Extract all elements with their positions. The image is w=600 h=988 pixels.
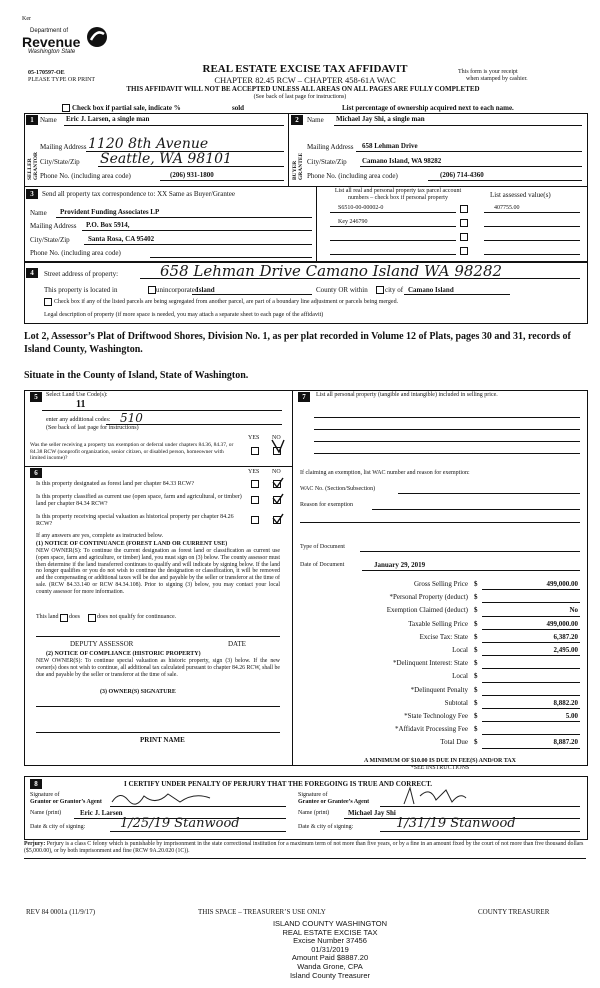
street-address[interactable]: 658 Lehman Drive Camano Island WA 98282 (160, 262, 503, 280)
does-checkbox[interactable] (60, 614, 68, 622)
print-name-line (36, 732, 280, 733)
notice1-body: NEW OWNER(S): To continue the current designation as forest land or classification as current use (open space, farm and agriculture, or timber) land, you must sign on (3) below. The county assessor must then determine if the land transferred continues to qualify and will indicate by signing below. If the land no longer qualifies or you do not wish to continue the designation or classification, it will be removed and the compensating or additional taxes will be due and payable by the seller or transferor at the time of sale. (RCW 84.33.140 or RCW 84.34.108). Prior to signing (3) below, you may contact your local county assessor for more information. (36, 548, 280, 595)
unincorporated-checkbox[interactable] (148, 286, 156, 294)
sec2-number: 2 (291, 115, 303, 125)
sec6-q1-yes[interactable] (251, 480, 259, 488)
type-doc-line (360, 551, 580, 552)
land-use-label: Select Land Use Code(s): (46, 392, 108, 398)
fee-line (482, 708, 580, 709)
owner-sig-line (36, 706, 280, 707)
lower-divider (292, 390, 293, 765)
sec6-any-yes: If any answers are yes, complete as instructed below. (36, 533, 164, 539)
parcel-4-checkbox[interactable] (460, 247, 468, 255)
sec5-no: NO (272, 435, 281, 441)
sec6-number: 6 (30, 468, 42, 478)
reason-line-2 (300, 522, 580, 523)
buyer-addr[interactable]: 658 Lehman Drive (362, 142, 418, 150)
stamp-line-6: Wanda Grone, CPA (297, 961, 363, 971)
buyer-name-line (334, 125, 582, 126)
grantor-signature-icon (110, 788, 220, 808)
notice1-title: (1) NOTICE OF CONTINUANCE (FOREST LAND OR CURRENT USE) (36, 541, 228, 547)
sec7-label: List all personal property (tangible and intangible) included in selling price. (316, 392, 498, 398)
assessed-line-4 (484, 254, 580, 255)
sec5-see-back: (See back of last page for instructions) (46, 425, 139, 431)
fee-label: Excise Tax: State (419, 632, 468, 641)
type-doc-label: Type of Document (300, 544, 345, 550)
sec5-yes: YES (248, 435, 260, 441)
fee-value[interactable]: 2,495.00 (553, 646, 578, 654)
seller-phone[interactable]: (206) 931-1800 (170, 171, 214, 179)
wac-label: WAC No. (Section/Subsection) (300, 486, 376, 492)
fee-dollar: $ (474, 619, 478, 628)
city-of-label: city of (385, 286, 404, 294)
pp-line-3 (314, 441, 580, 442)
grantee-name[interactable]: Michael Jay Shi (348, 809, 396, 817)
sec3-city-line (84, 244, 312, 245)
located-county[interactable]: Island (196, 286, 215, 294)
grantee-date-label: Date & city of signing: (298, 824, 354, 830)
corner-mark: Ker (22, 16, 31, 22)
fee-row (296, 578, 584, 591)
parcel-line-2 (330, 226, 456, 227)
buyer-addr-line (356, 151, 582, 152)
wac-line (398, 493, 580, 494)
sec5-no-check-mark-icon (270, 438, 286, 456)
fee-row (296, 604, 584, 617)
additional-codes-label: enter any additional codes: (46, 417, 111, 423)
fee-line (482, 642, 580, 643)
fee-label: Exemption Claimed (deduct) (386, 606, 468, 615)
assessed-heading: List assessed value(s) (490, 191, 551, 199)
dor-logo-icon (86, 26, 108, 48)
grantor-name-label: Name (print) (30, 810, 62, 816)
fee-row (296, 710, 584, 723)
stamp-line-5: Amount Paid $8887.20 (291, 953, 369, 963)
fee-dollar: $ (474, 659, 478, 668)
grantor-date-label: Date & city of signing: (30, 824, 86, 830)
receipt-note-2: when stamped by cashier. (466, 76, 528, 82)
sec3-city-label: City/State/Zip (30, 236, 70, 244)
stamp-line-3: Excise Number 37456 (293, 936, 367, 946)
buyer-phone[interactable]: (206) 714-4360 (440, 171, 484, 179)
fee-dollar: $ (474, 672, 478, 681)
sec3-heading: Send all property tax correspondence to: XX Same as Buyer/Grantee (42, 190, 236, 198)
sec6-q2-check-icon (272, 493, 284, 505)
additional-codes[interactable]: 510 (120, 411, 143, 425)
perjury-text: Perjury is a class C felony which is punishable by imprisonment in the state correctional institution for a maximum term of not more than five years, or by a fine in an amount fixed by the court of not more than five thousand dollars ($5,000.00), or by both imprisonment and fine (RCW 9A.20.020 (1C)). (24, 841, 584, 854)
seller-vlabel: SELLER GRANTOR (27, 151, 39, 180)
date-doc-label: Date of Document (300, 562, 345, 568)
parcel-3-checkbox[interactable] (460, 233, 468, 241)
grantee-sig-label-1: Signature of (298, 792, 328, 798)
sec6-q2: Is this property classified as current use (open space, farm and agricultural, or timber) land per chapter 84.34 RCW? (36, 494, 242, 507)
parties-divider (288, 113, 289, 186)
county-treasurer: COUNTY TREASURER (478, 908, 550, 916)
seller-phone-line (160, 180, 284, 181)
assessed-line-2 (484, 226, 580, 227)
fee-row (296, 631, 584, 644)
buyer-name-label: Name (307, 116, 324, 124)
fee-label: Gross Selling Price (413, 580, 468, 588)
fee-line (482, 616, 580, 617)
fee-row (296, 618, 584, 631)
form-warning: THIS AFFIDAVIT WILL NOT BE ACCEPTED UNLESS ALL AREAS ON ALL PAGES ARE FULLY COMPLETED (126, 85, 480, 93)
fee-dollar: $ (474, 712, 478, 720)
sec3-addr-line (82, 230, 312, 231)
receipt-note-1: This form is your receipt (458, 69, 518, 75)
legal-label: Legal description of property (if more space is needed, you may attach a separate sheet to each page of the affidavit) (44, 312, 324, 318)
fee-row (296, 591, 584, 604)
see-back-top: (See back of last page for instructions) (253, 94, 347, 100)
parcel-line-4 (330, 254, 456, 255)
deputy-label: DEPUTY ASSESSOR (70, 640, 134, 648)
city-value[interactable]: Camano Island (408, 286, 454, 294)
fee-line (482, 721, 580, 722)
sec3-phone-label: Phone No. (including area code) (30, 249, 121, 257)
sec6-q3: Is this property receiving special valuation as historical property per chapter 84.26 RCW? (36, 514, 234, 527)
treasurer-stamp (240, 920, 420, 980)
parcel-1-checkbox[interactable] (460, 205, 468, 213)
rev-number: REV 84 0001a (11/9/17) (26, 908, 96, 916)
perjury-rule (24, 858, 586, 859)
form-id: 05-170597-OE (28, 70, 65, 76)
fee-label: Local (452, 672, 468, 681)
assessed-line-3 (484, 240, 580, 241)
perjury-block (24, 841, 584, 855)
sec6-no: NO (272, 469, 281, 475)
notice2-body: NEW OWNER(S): To continue special valuation as historic property, sign (3) below. If the new owner(s) does not wish to continue, all additional tax calculated pursuant to chapter 84.26 RCW, shall be due and payable by the seller or transferor at the time of sale. (36, 658, 280, 678)
fee-line (482, 734, 580, 735)
sec5-yes-checkbox[interactable] (251, 447, 259, 455)
seller-city[interactable]: Seattle, WA 98101 (100, 151, 232, 167)
reason-line-1 (372, 509, 580, 510)
sec6-q1: Is this property designated as forest land per chapter 84.33 RCW? (36, 481, 195, 487)
grantee-name-label: Name (print) (298, 810, 330, 816)
buyer-city[interactable]: Camano Island, WA 98282 (362, 157, 442, 165)
located-pre: This property is located in (44, 286, 118, 294)
does-label: does (69, 614, 80, 620)
fee-dollar: $ (474, 685, 478, 694)
street-label: Street address of property: (44, 270, 119, 278)
stamp-line-1: ISLAND COUNTY WASHINGTON (272, 919, 388, 928)
deputy-line (36, 636, 280, 637)
grantor-date-line (110, 831, 286, 832)
sec6-q1-check-icon (272, 477, 284, 489)
fee-dollar: $ (474, 632, 478, 641)
county-line (192, 294, 312, 295)
form-chapter: CHAPTER 82.45 RCW – CHAPTER 458-61A WAC (214, 75, 396, 85)
fee-label: Subtotal (444, 698, 468, 707)
seller-name-label: Name (40, 116, 57, 124)
fee-line (482, 695, 580, 696)
buyer-city-line (360, 166, 582, 167)
form-title: REAL ESTATE EXCISE TAX AFFIDAVIT (202, 63, 408, 75)
sec3-name[interactable]: Provident Funding Associates LP (60, 208, 160, 216)
fee-value[interactable]: 499,000.00 (546, 619, 578, 628)
grantor-sig-label-2: Grantor or Grantor’s Agent (30, 799, 102, 805)
grantee-sig-line (380, 806, 580, 807)
seller-addr-label: Mailing Address (40, 143, 87, 151)
fee-line (482, 589, 580, 590)
fee-line (482, 668, 580, 669)
partial-sale-checkbox[interactable] (62, 104, 70, 112)
fee-row (296, 684, 584, 697)
fee-line (482, 629, 580, 630)
buyer-addr-label: Mailing Address (307, 143, 354, 151)
fee-row (296, 723, 584, 736)
fee-value[interactable]: No (569, 606, 578, 615)
sec3-phone-line (150, 257, 312, 258)
legal-description: Lot 2, Assessor’s Plat of Driftwood Shores, Division No. 1, as per plat recorded in Volume 12 of Plats, pages 30 and 31, records of Island County, Washington. (24, 331, 571, 355)
fee-row (296, 657, 584, 670)
date-doc-line (362, 570, 580, 571)
fee-label: Taxable Selling Price (408, 619, 468, 628)
fee-label: *State Technology Fee (404, 712, 468, 720)
fee-value[interactable]: 5.00 (565, 712, 578, 720)
see-instructions: *SEE INSTRUCTIONS (410, 765, 470, 771)
date-doc[interactable]: January 29, 2019 (374, 561, 426, 569)
city-line (404, 294, 510, 295)
exemption-label: If claiming an exemption, list WAC number and reason for exemption: (300, 470, 470, 476)
fee-label: *Affidavit Processing Fee (395, 725, 468, 734)
stamp-line-7: Island County Treasurer (289, 970, 371, 980)
sec7-number: 7 (298, 392, 310, 402)
does-not-checkbox[interactable] (88, 614, 96, 622)
fee-dollar: $ (474, 606, 478, 615)
fee-value[interactable]: 499,000.00 (546, 580, 578, 588)
parcel-1[interactable]: S6510-00-00002-0 (338, 205, 384, 211)
treasurer-only: THIS SPACE – TREASURER’S USE ONLY (198, 908, 326, 916)
pp-line-4 (314, 453, 580, 454)
grantor-date[interactable]: 1/25/19 Stanwood (120, 816, 240, 831)
grantor-sig-line (110, 806, 286, 807)
seller-name-line (64, 125, 284, 126)
fee-line (482, 748, 580, 749)
fee-line (482, 602, 580, 603)
fee-row (296, 736, 584, 749)
buyer-phone-line (428, 180, 582, 181)
partial-sale-label: Check box if partial sale, indicate % (72, 104, 181, 112)
logo-line3: Washington State (28, 49, 76, 55)
fee-label: Local (452, 646, 468, 654)
fee-line (482, 682, 580, 683)
sec5-number: 5 (30, 392, 42, 402)
sec6-top-rule (24, 466, 292, 467)
sec6-q2-yes[interactable] (251, 496, 259, 504)
fee-dollar: $ (474, 738, 478, 747)
minimum-note: A MINIMUM OF $10.00 IS DUE IN FEE(S) AND/OR TAX (364, 758, 516, 764)
situate-text: Situate in the County of Island, State of Washington. (24, 370, 249, 381)
buyer-city-label: City/State/Zip (307, 158, 347, 166)
certify-text: I CERTIFY UNDER PENALTY OF PERJURY THAT THE FOREGOING IS TRUE AND CORRECT. (124, 780, 433, 788)
stamp-line-2: REAL ESTATE EXCISE TAX (282, 927, 378, 937)
grantee-sig-label-2: Grantee or Grantee’s Agent (298, 799, 370, 805)
sec6-q3-check-icon (272, 513, 284, 525)
notice3: (3) OWNER(S) SIGNATURE (100, 689, 176, 695)
assessed-line-1 (484, 212, 580, 213)
segregated-checkbox[interactable] (44, 298, 52, 306)
sec3-divider (316, 186, 317, 261)
grantor-sig-label-1: Signature of (30, 792, 60, 798)
sec4-number: 4 (26, 268, 38, 278)
parcel-heading-1: List all real and personal property tax parcel account (334, 188, 462, 194)
seller-city-label: City/State/Zip (40, 158, 80, 166)
grantee-date[interactable]: 1/31/19 Stanwood (396, 816, 516, 831)
fee-row (296, 644, 584, 657)
fee-value[interactable]: 8,887.20 (553, 738, 578, 747)
reason-label: Reason for exemption (300, 502, 353, 508)
seller-city-line (98, 166, 284, 167)
print-name-label: PRINT NAME (140, 736, 185, 744)
sec3-addr[interactable]: P.O. Box 5914, (86, 221, 130, 229)
land-use-line (42, 410, 282, 411)
fee-dollar: $ (474, 698, 478, 707)
parcel-2[interactable]: Key 246790 (338, 219, 368, 225)
does-not-label: does not qualify for continuance. (97, 614, 177, 620)
county-label: County OR within (316, 286, 368, 294)
fee-value[interactable]: 8,882.20 (553, 698, 578, 707)
parcel-heading-2: numbers – check box if personal property (348, 195, 448, 201)
sec5-question: Was the seller receiving a property tax exemption or deferral under chapters 84.36, 84.37, or 84.38 RCW (nonprofit organization, senior citizen, or disabled person, homeowner with limited income)? (30, 442, 234, 461)
sec3-name-line (56, 217, 312, 218)
sec6-yes: YES (248, 469, 260, 475)
city-checkbox[interactable] (376, 286, 384, 294)
segregated-label: Check box if any of the listed parcels are being segregated from another parcel, are part of a boundary line adjustment or parcels being merged. (54, 299, 399, 305)
land-does-label: This land (36, 614, 59, 620)
logo-line1: Department of (30, 28, 69, 34)
parcel-line-3 (330, 240, 456, 241)
deputy-date-label: DATE (228, 640, 246, 648)
seller-phone-label: Phone No. (including area code) (40, 172, 131, 180)
fee-label: *Delinquent Penalty (410, 685, 468, 694)
fee-label: *Personal Property (deduct) (389, 593, 468, 602)
street-line (140, 278, 580, 279)
stamp-line-4: 01/31/2019 (311, 944, 349, 954)
fee-row (296, 670, 584, 683)
sec6-q3-yes[interactable] (251, 516, 259, 524)
fee-dollar: $ (474, 646, 478, 654)
logo-line2: Revenue (22, 34, 81, 50)
dor-logo (22, 26, 118, 66)
sec3-number: 3 (26, 189, 38, 199)
sec3-addr-label: Mailing Address (30, 222, 77, 230)
buyer-name[interactable]: Michael Jay Shi, a single man (336, 115, 425, 123)
pp-line-2 (314, 429, 580, 430)
grantee-signature-icon (400, 786, 470, 808)
located-mid: unincorporated (156, 286, 199, 294)
fee-dollar: $ (474, 593, 478, 602)
parcel-line-1 (330, 212, 456, 213)
parcel-2-checkbox[interactable] (460, 219, 468, 227)
ownership-note: List percentage of ownership acquired next to each name. (342, 104, 514, 112)
perjury-label: Perjury: (24, 841, 46, 847)
sec8-number: 8 (30, 779, 42, 789)
fee-row (296, 697, 584, 710)
fee-line (482, 655, 580, 656)
grantee-date-line (380, 831, 580, 832)
fee-dollar: $ (474, 580, 478, 588)
sec1-number: 1 (26, 115, 38, 125)
buyer-phone-label: Phone No. (including area code) (307, 172, 398, 180)
pp-line-1 (314, 417, 580, 418)
assessed-1[interactable]: 407755.00 (494, 205, 520, 211)
sec3-city[interactable]: Santa Rosa, CA 95402 (88, 235, 155, 243)
print-note: PLEASE TYPE OR PRINT (28, 77, 96, 83)
notice2-title: (2) NOTICE OF COMPLIANCE (HISTORIC PROPERTY) (46, 651, 201, 657)
buyer-vlabel: BUYER GRANTEE (292, 152, 304, 180)
fee-label: Total Due (440, 738, 468, 747)
fee-dollar: $ (474, 725, 478, 734)
land-use-code[interactable]: 11 (76, 399, 86, 410)
seller-name[interactable]: Eric J. Larsen, a single man (66, 115, 150, 123)
fee-value[interactable]: 6,387.20 (553, 632, 578, 641)
grantor-name[interactable]: Eric J. Larsen (80, 809, 123, 817)
seller-addr[interactable]: 1120 8th Avenue (88, 136, 209, 152)
sec3-name-label: Name (30, 209, 47, 217)
fee-label: *Delinquent Interest: State (392, 659, 468, 668)
sold-label: sold (232, 104, 245, 112)
